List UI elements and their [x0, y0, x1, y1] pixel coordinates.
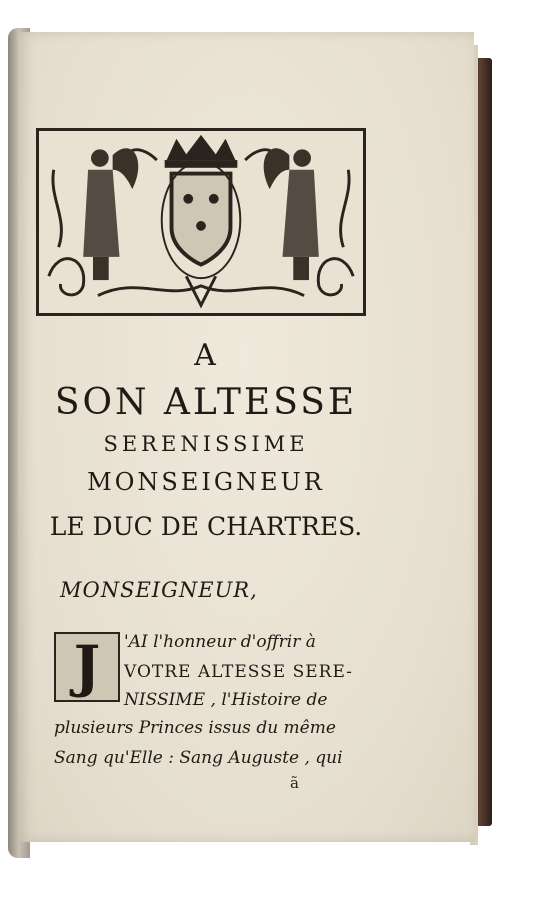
dedication-title-line-3: MONSEIGNEUR: [87, 468, 325, 496]
body-text-line: 'AI l'honneur d'offrir à: [124, 632, 316, 652]
dedication-heading-a: A: [194, 338, 218, 373]
headpiece-illustration: [39, 131, 363, 313]
dedication-title-line-1: SON ALTESSE: [54, 382, 358, 423]
body-text-line: NISSIME , l'Histoire de: [124, 690, 328, 710]
body-text-line: Sang qu'Elle : Sang Auguste , qui: [54, 748, 343, 768]
salutation: MONSEIGNEUR,: [60, 578, 258, 602]
dedication-title-line-2: SERENISSIME: [103, 432, 309, 456]
dedication-title-line-4: LE DUC DE CHARTRES.: [49, 512, 363, 541]
ornamental-drop-cap: [54, 632, 120, 702]
woodcut-headpiece-ornament: [36, 128, 366, 316]
drop-cap-letter: J: [73, 634, 101, 700]
body-text-line: VOTRE ALTESSE SERE-: [124, 662, 353, 682]
signature-mark: ã: [290, 774, 299, 792]
body-text-line: plusieurs Princes issus du même: [54, 718, 336, 738]
book-page: [18, 32, 474, 842]
